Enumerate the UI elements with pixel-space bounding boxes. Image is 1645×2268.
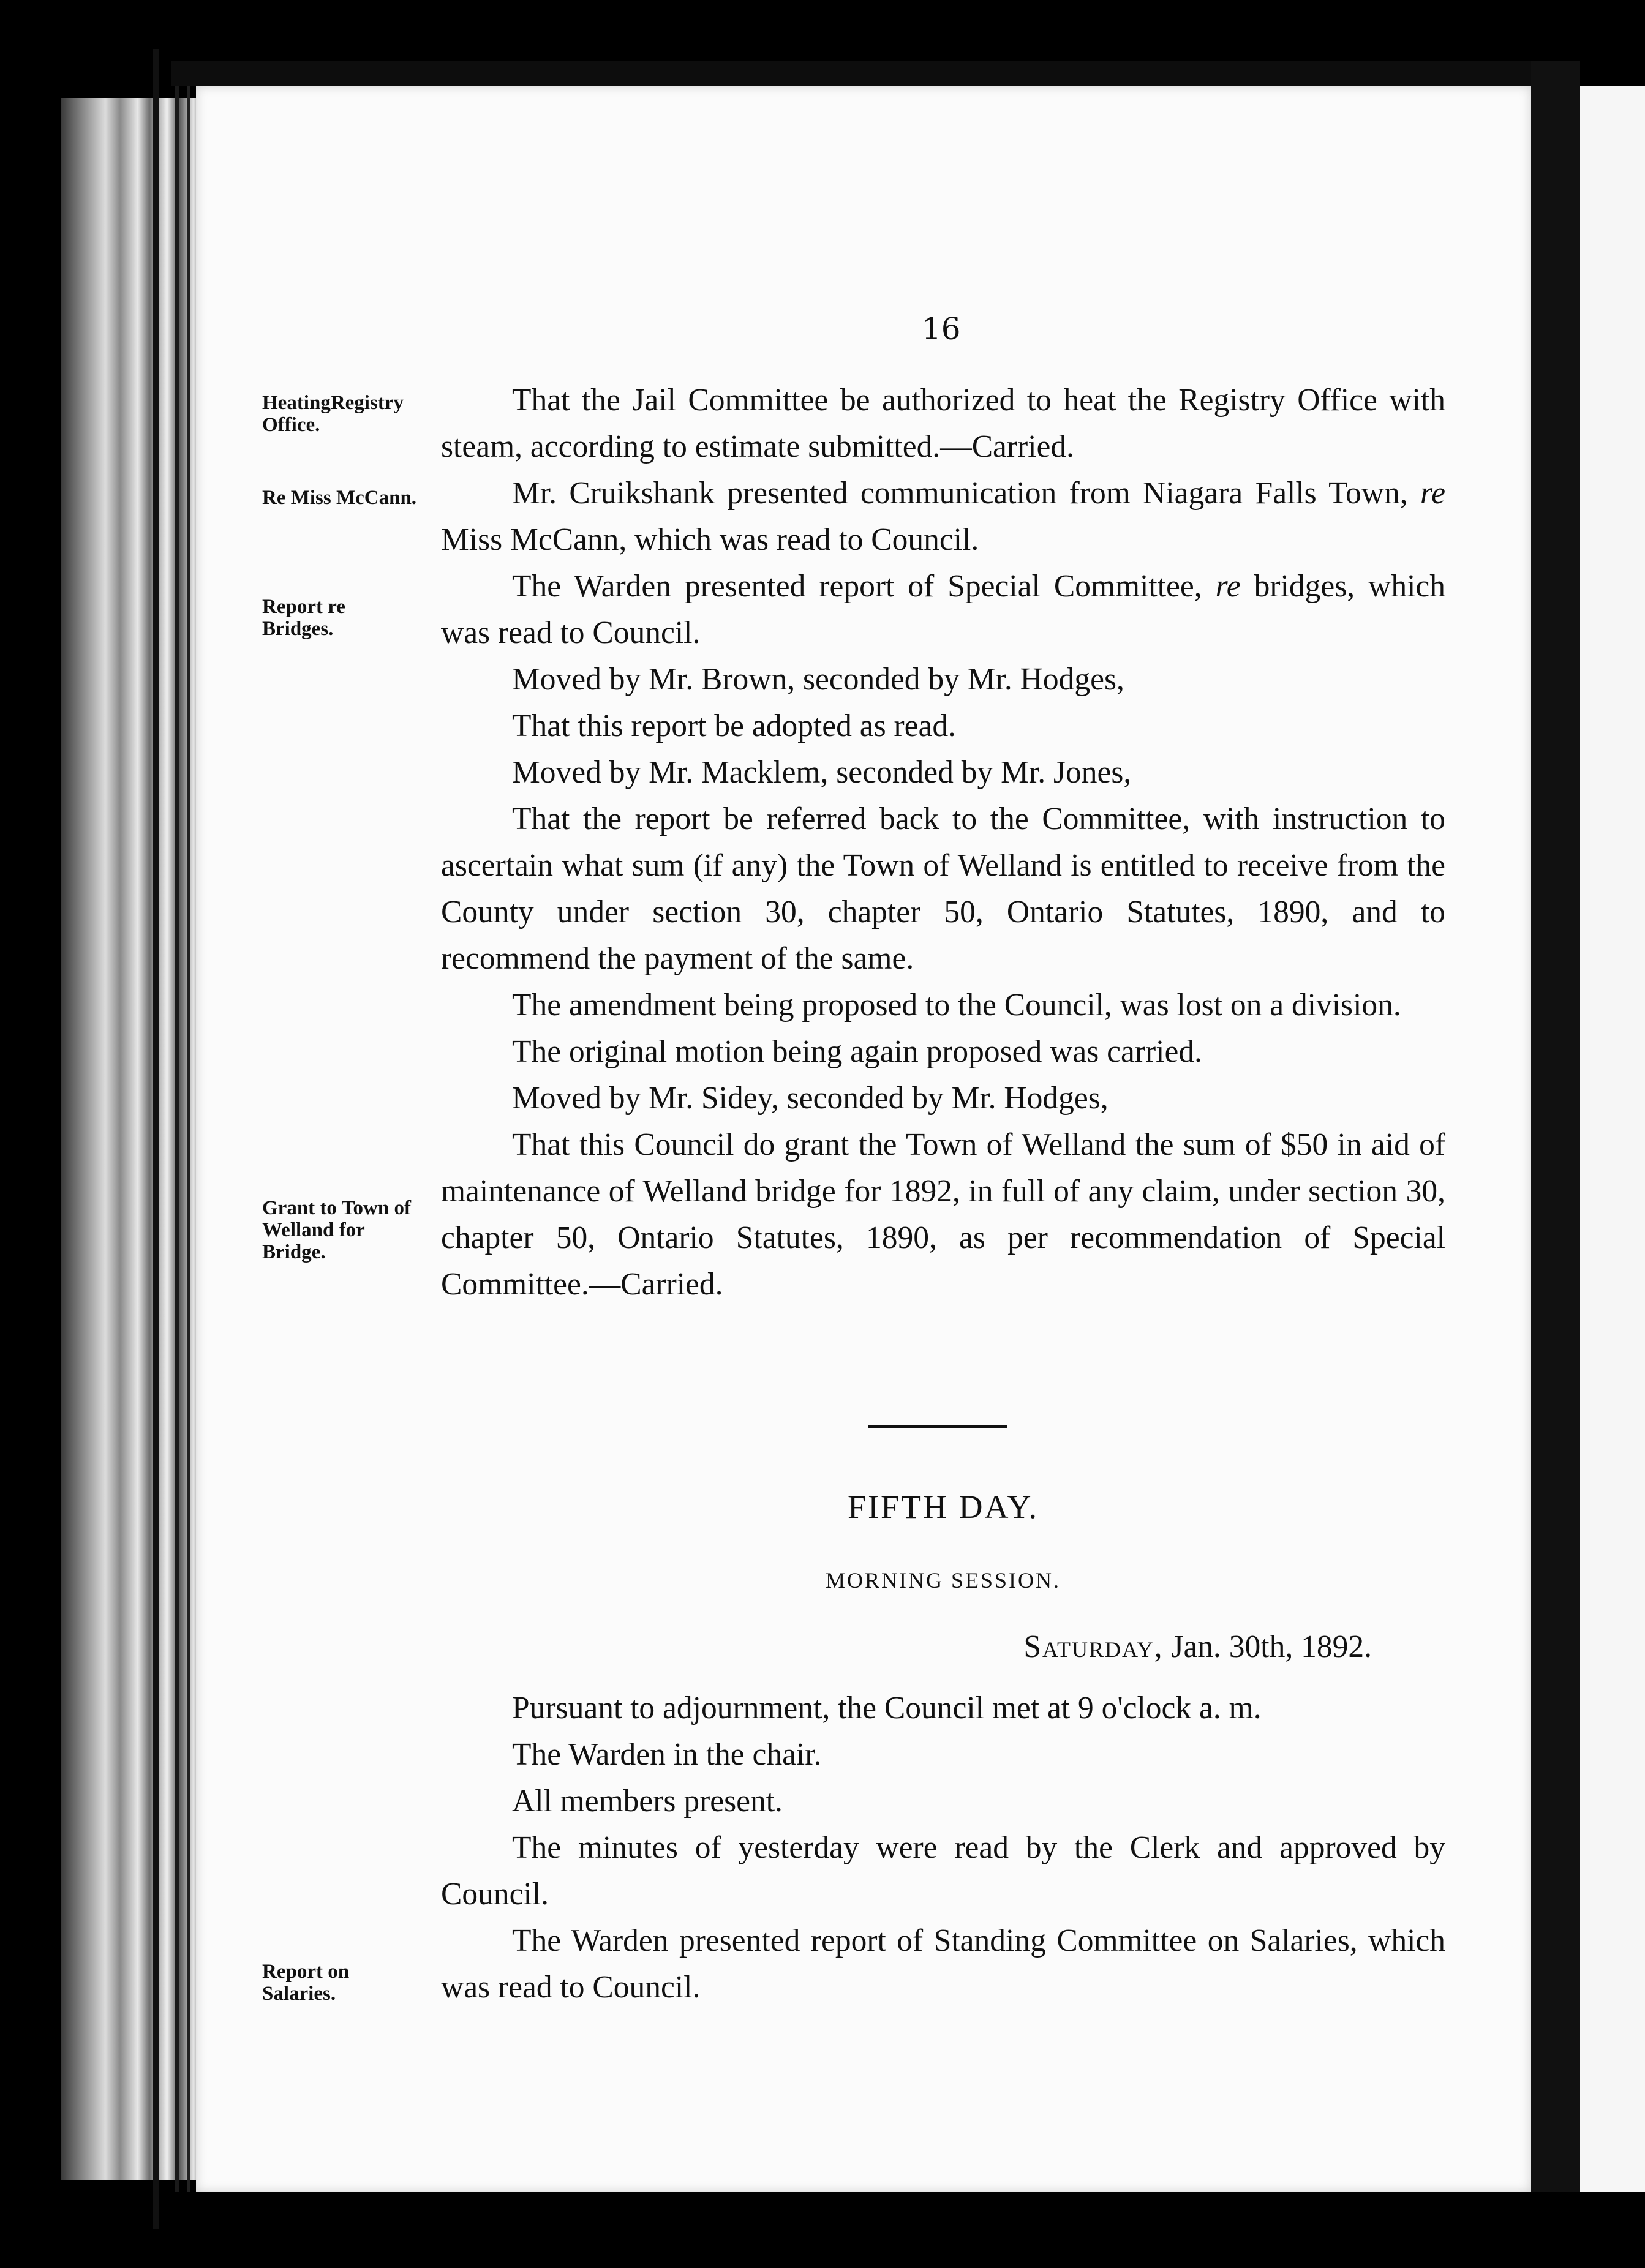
session-heading: MORNING SESSION. <box>825 1568 1061 1593</box>
paragraph: That this report be adopted as read. <box>512 708 957 743</box>
page-edge-line <box>175 67 179 2210</box>
paragraph: Moved by Mr. Sidey, seconded by Mr. Hodges, <box>512 1081 1109 1116</box>
dateline-day: Saturday, <box>1023 1629 1164 1664</box>
paragraph: Moved by Mr. Macklem, seconded by Mr. Jones, <box>512 755 1132 790</box>
paragraph: Pursuant to adjournment, the Council met at 9 o'clock a. m. <box>512 1691 1262 1725</box>
paragraph: The Warden in the chair. <box>512 1737 822 1772</box>
margin-note-heating-registry: HeatingRegistry Office. <box>262 392 404 436</box>
paragraph: That the report be referred back to the Committee, with instruction to ascertain what sum (if any) the Town of Welland is entitled to receive from the County under section 30, chapter 50, Ontario Statutes, 1890, and to recommend the payment of the same. <box>441 802 1445 976</box>
paragraph: All members present. <box>512 1784 783 1819</box>
paragraph: The amendment being proposed to the Council, was lost on a division. <box>512 988 1401 1023</box>
dateline <box>441 1629 1372 1665</box>
margin-note-grant-welland: Grant to Town of Welland for Bridge. <box>262 1197 411 1263</box>
dateline-date: Jan. 30th, 1892. <box>1171 1629 1372 1664</box>
paragraph: The Warden presented report of Special Committee, re bridges, which was read to Council. <box>441 569 1446 650</box>
page-edge-line <box>153 49 159 2229</box>
top-frame <box>171 61 1568 86</box>
paragraph: That the Jail Committee be authorized to heat the Registry Office with steam, according to estimate submitted.—Carried. <box>441 383 1445 464</box>
right-gutter <box>1531 61 1580 2204</box>
section-divider <box>868 1425 1007 1428</box>
paragraph: The minutes of yesterday were read by the Clerk and approved by Council. <box>441 1830 1445 1912</box>
margin-note-report-salaries: Report on Salaries. <box>262 1961 350 2005</box>
body-text-upper <box>441 377 1445 1308</box>
page-number: 16 <box>922 311 961 347</box>
day-heading: FIFTH DAY. <box>847 1489 1039 1525</box>
bottom-frame <box>171 2192 1645 2268</box>
paragraph: That this Council do grant the Town of Welland the sum of $50 in aid of maintenance of Welland bridge for 1892, in full of any claim, under section 30, chapter 50, Ontario Statutes, 1890, as per recommendation of Special Committee.—Carried. <box>441 1127 1445 1302</box>
paragraph: The Warden presented report of Standing Committee on Salaries, which was read to Council. <box>441 1923 1445 2005</box>
paragraph: Moved by Mr. Brown, seconded by Mr. Hodges, <box>512 662 1124 697</box>
margin-note-miss-mccann: Re Miss McCann. <box>262 487 417 509</box>
page-edges <box>61 98 208 2180</box>
page-edge-line <box>187 80 190 2204</box>
paragraph: The original motion being again proposed was carried. <box>512 1034 1202 1069</box>
paragraph: Mr. Cruikshank presented communication from Niagara Falls Town, re Miss McCann, which was read to Council. <box>441 476 1445 557</box>
margin-note-report-bridges: Report re Bridges. <box>262 596 345 640</box>
facing-page-edge <box>1580 86 1645 2204</box>
body-text-lower <box>441 1685 1445 2011</box>
